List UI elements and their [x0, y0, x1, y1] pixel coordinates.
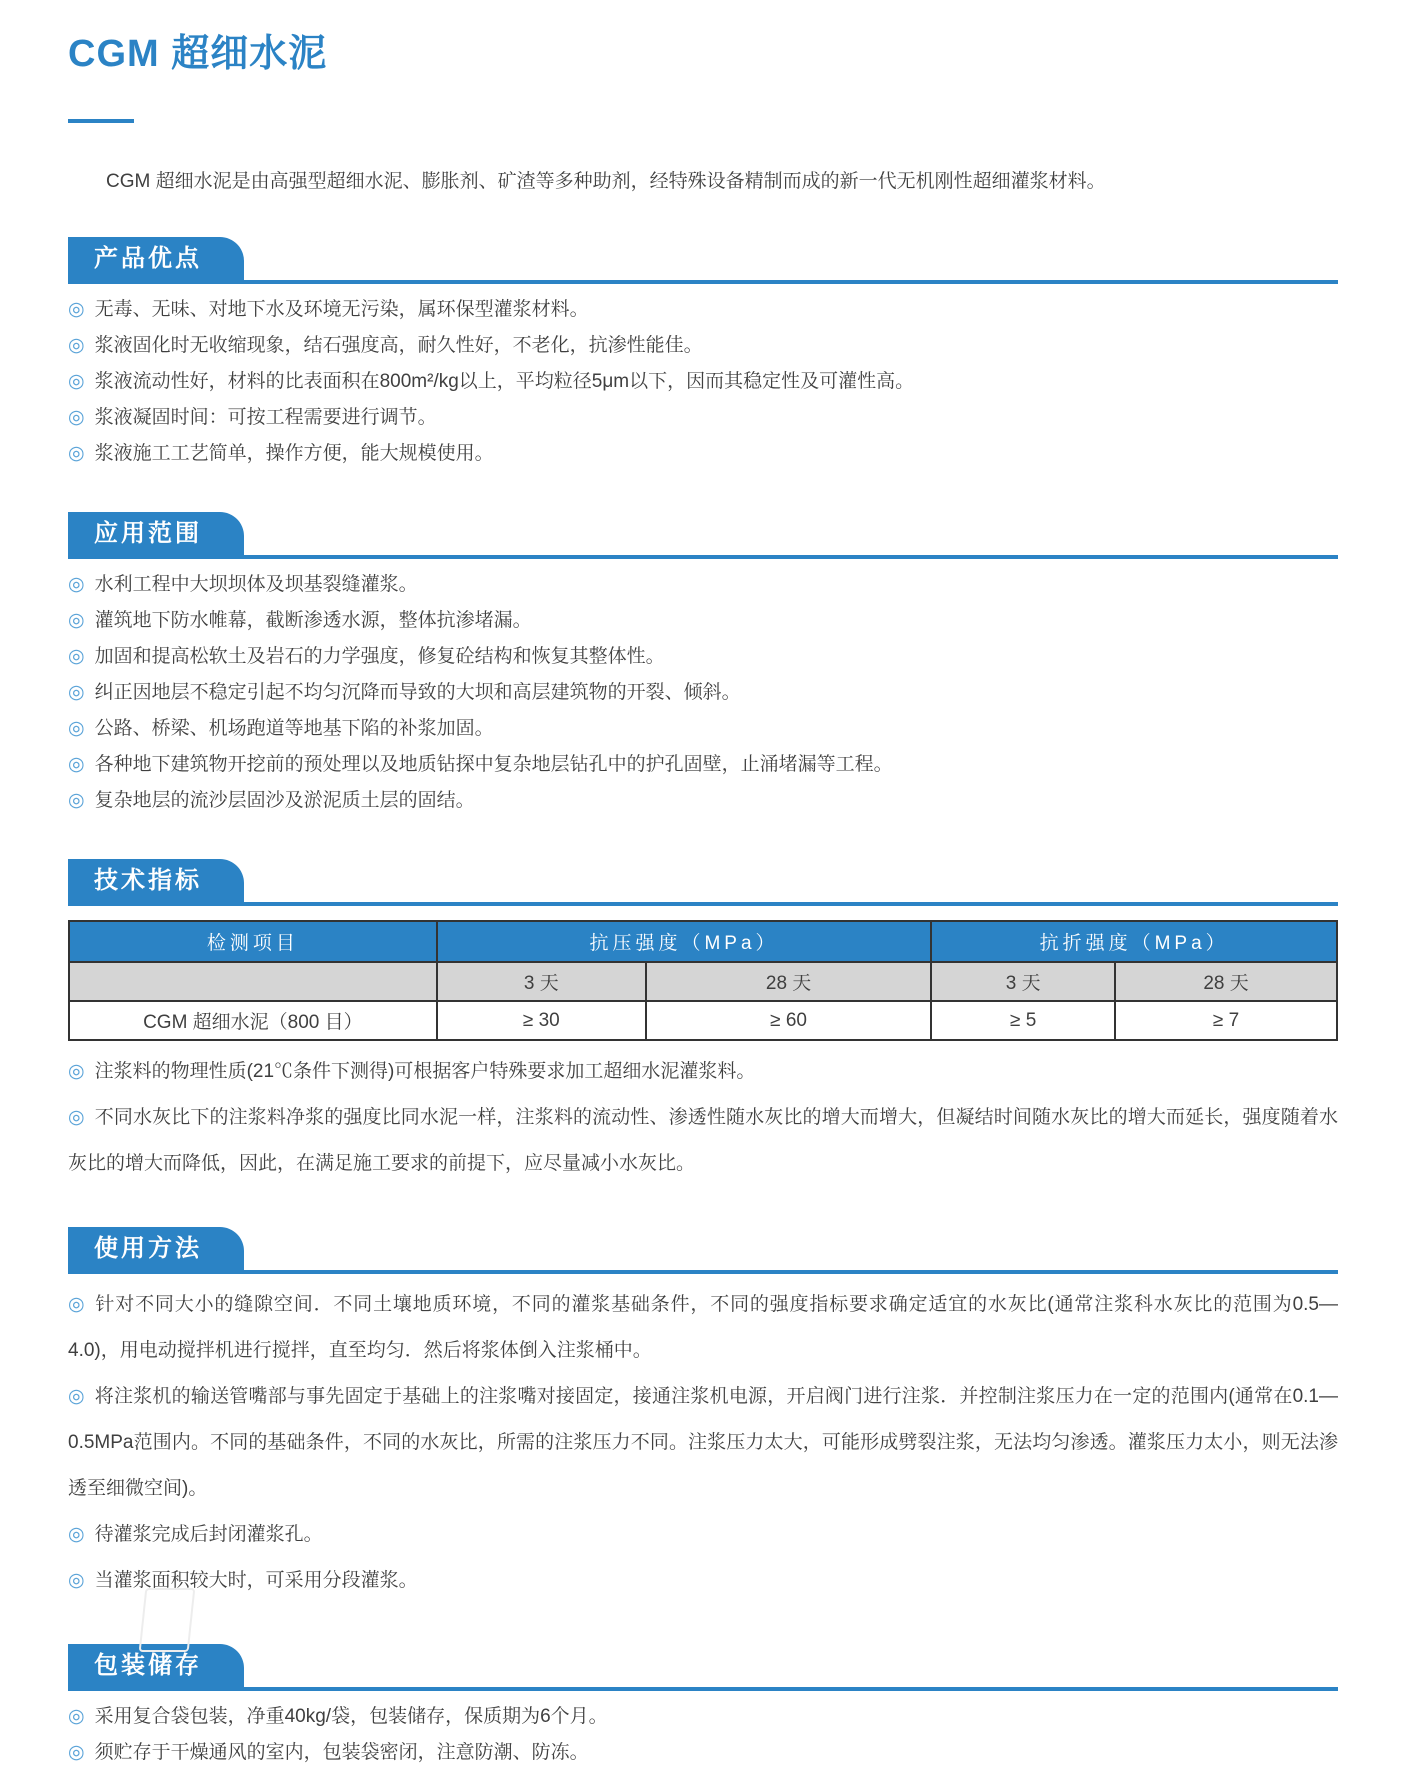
table-header-row — [69, 921, 1337, 962]
bullet-icon: ◎ — [68, 718, 85, 740]
item-text: 待灌浆完成后封闭灌浆孔。 — [94, 1524, 323, 1546]
list-item — [68, 328, 1338, 364]
section-usage — [68, 1227, 1338, 1604]
list-item — [68, 675, 1338, 711]
table-subheader-cell: 3 天 — [437, 962, 646, 1001]
item-text: 公路、桥梁、机场跑道等地基下陷的补浆加固。 — [94, 718, 494, 740]
bullet-icon: ◎ — [68, 610, 85, 632]
table-cell: ≥ 60 — [646, 1001, 931, 1040]
list-item — [68, 1282, 1338, 1374]
page-title: CGM 超细水泥 — [68, 33, 328, 75]
bullet-icon: ◎ — [68, 574, 85, 596]
section-body — [68, 1691, 1338, 1771]
item-text: 须贮存于干燥通风的室内，包装袋密闭，注意防潮、防冻。 — [94, 1742, 589, 1764]
bullet-icon: ◎ — [68, 299, 85, 321]
section-body — [68, 1274, 1338, 1604]
bullet-icon: ◎ — [68, 1294, 86, 1316]
list-item — [68, 567, 1338, 603]
list-item — [68, 711, 1338, 747]
list-item — [68, 292, 1338, 328]
bullet-icon: ◎ — [68, 371, 85, 393]
bullet-icon: ◎ — [68, 682, 85, 704]
item-text: 将注浆机的输送管嘴部与事先固定于基础上的注浆嘴对接固定，接通注浆机电源，开启阀门进行注浆．并控制注浆压力在一定的范围内(通常在0.1—0.5MPa范围内。不同的基础条件，不同的水灰比，所需的注浆压力不同。注浆压力太大，可能形成劈裂注浆，无法均匀渗透。灌浆压力太小，则无法渗透至细微空间)。 — [68, 1386, 1338, 1500]
item-text: 浆液施工工艺简单，操作方便，能大规模使用。 — [94, 443, 494, 465]
list-item — [68, 639, 1338, 675]
bullet-icon: ◎ — [68, 646, 85, 668]
section-tab-label: 应用范围 — [68, 512, 244, 555]
spec-table — [68, 920, 1338, 1041]
section-tab-label: 包装储存 — [68, 1644, 244, 1687]
bullet-icon: ◎ — [68, 790, 85, 812]
list-item — [68, 436, 1338, 472]
list-item — [68, 1049, 1338, 1095]
item-text: 纠正因地层不稳定引起不均匀沉降而导致的大坝和高层建筑物的开裂、倾斜。 — [94, 682, 741, 704]
section-tab-label: 使用方法 — [68, 1227, 244, 1270]
list-item — [68, 747, 1338, 783]
table-row — [69, 1001, 1337, 1040]
item-text: 针对不同大小的缝隙空间．不同土壤地质环境，不同的灌浆基础条件，不同的强度指标要求确定适宜的水灰比(通常注浆科水灰比的范围为0.5—4.0)，用电动搅拌机进行搅拌，直至均匀．然后将浆体倒入注浆桶中。 — [68, 1294, 1338, 1362]
item-text: 采用复合袋包装，净重40kg/袋，包装储存，保质期为6个月。 — [94, 1706, 608, 1728]
table-cell: ≥ 30 — [437, 1001, 646, 1040]
list-item — [68, 1558, 1338, 1604]
bullet-icon: ◎ — [68, 335, 85, 357]
bullet-icon: ◎ — [68, 1570, 85, 1592]
document-page — [0, 22, 1406, 1771]
item-text: 注浆料的物理性质(21℃条件下测得)可根据客户特殊要求加工超细水泥灌浆料。 — [94, 1061, 756, 1083]
bullet-icon: ◎ — [68, 443, 85, 465]
section-body — [68, 1041, 1338, 1187]
table-subheader-cell — [69, 962, 437, 1001]
table-subheader-cell: 28 天 — [1115, 962, 1337, 1001]
table-subheader-cell: 3 天 — [931, 962, 1115, 1001]
item-text: 水利工程中大坝坝体及坝基裂缝灌浆。 — [94, 574, 418, 596]
title-underline — [68, 119, 134, 123]
table-header-cell: 抗折强度（MPa） — [931, 921, 1337, 962]
item-text: 浆液流动性好，材料的比表面积在800m²/kg以上，平均粒径5μm以下，因而其稳定性及可灌性高。 — [94, 371, 915, 393]
bullet-icon: ◎ — [68, 1107, 85, 1129]
section-tab-label: 产品优点 — [68, 237, 244, 280]
list-item — [68, 1699, 1338, 1735]
section-header — [68, 512, 1338, 559]
table-cell: ≥ 5 — [931, 1001, 1115, 1040]
table-subheader-row — [69, 962, 1337, 1001]
list-item — [68, 1374, 1338, 1512]
faint-watermark-artifact — [139, 1588, 196, 1652]
table-header-cell: 抗压强度（MPa） — [437, 921, 932, 962]
section-body — [68, 559, 1338, 819]
table-row-label: CGM 超细水泥（800 目） — [69, 1001, 437, 1040]
bullet-icon: ◎ — [68, 1524, 85, 1546]
bullet-icon: ◎ — [68, 1742, 85, 1764]
table-header-cell: 检测项目 — [69, 921, 437, 962]
item-text: 不同水灰比下的注浆料净浆的强度比同水泥一样，注浆料的流动性、渗透性随水灰比的增大而增大，但凝结时间随水灰比的增大而延长，强度随着水灰比的增大而降低，因此，在满足施工要求的前提下，应尽量减小水灰比。 — [68, 1107, 1338, 1175]
bullet-icon: ◎ — [68, 1061, 85, 1083]
item-text: 无毒、无味、对地下水及环境无污染，属环保型灌浆材料。 — [94, 299, 589, 321]
section-applications — [68, 512, 1338, 819]
section-advantages — [68, 237, 1338, 472]
bullet-icon: ◎ — [68, 407, 85, 429]
list-item — [68, 364, 1338, 400]
section-header — [68, 237, 1338, 284]
table-subheader-cell: 28 天 — [646, 962, 931, 1001]
section-header — [68, 859, 1338, 906]
item-text: 灌筑地下防水帷幕，截断渗透水源，整体抗渗堵漏。 — [94, 610, 532, 632]
list-item — [68, 1095, 1338, 1187]
section-body — [68, 284, 1338, 472]
list-item — [68, 1735, 1338, 1771]
bullet-icon: ◎ — [68, 754, 85, 776]
item-text: 加固和提高松软土及岩石的力学强度，修复砼结构和恢复其整体性。 — [94, 646, 665, 668]
item-text: 浆液凝固时间：可按工程需要进行调节。 — [94, 407, 437, 429]
list-item — [68, 1512, 1338, 1558]
list-item — [68, 603, 1338, 639]
section-storage — [68, 1644, 1338, 1771]
item-text: 浆液固化时无收缩现象，结石强度高，耐久性好，不老化，抗渗性能佳。 — [94, 335, 703, 357]
section-header — [68, 1644, 1338, 1691]
item-text: 当灌浆面积较大时，可采用分段灌浆。 — [94, 1570, 418, 1592]
bullet-icon: ◎ — [68, 1706, 85, 1728]
list-item — [68, 400, 1338, 436]
bullet-icon: ◎ — [68, 1386, 85, 1408]
list-item — [68, 783, 1338, 819]
item-text: 复杂地层的流沙层固沙及淤泥质土层的固结。 — [94, 790, 475, 812]
section-header — [68, 1227, 1338, 1274]
section-specs — [68, 859, 1338, 1187]
section-tab-label: 技术指标 — [68, 859, 244, 902]
item-text: 各种地下建筑物开挖前的预处理以及地质钻探中复杂地层钻孔中的护孔固壁，止涌堵漏等工程。 — [94, 754, 893, 776]
table-cell: ≥ 7 — [1115, 1001, 1337, 1040]
intro-paragraph: CGM 超细水泥是由高强型超细水泥、膨胀剂、矿渣等多种助剂，经特殊设备精制而成的新一代无机刚性超细灌浆材料。 — [106, 171, 1106, 192]
